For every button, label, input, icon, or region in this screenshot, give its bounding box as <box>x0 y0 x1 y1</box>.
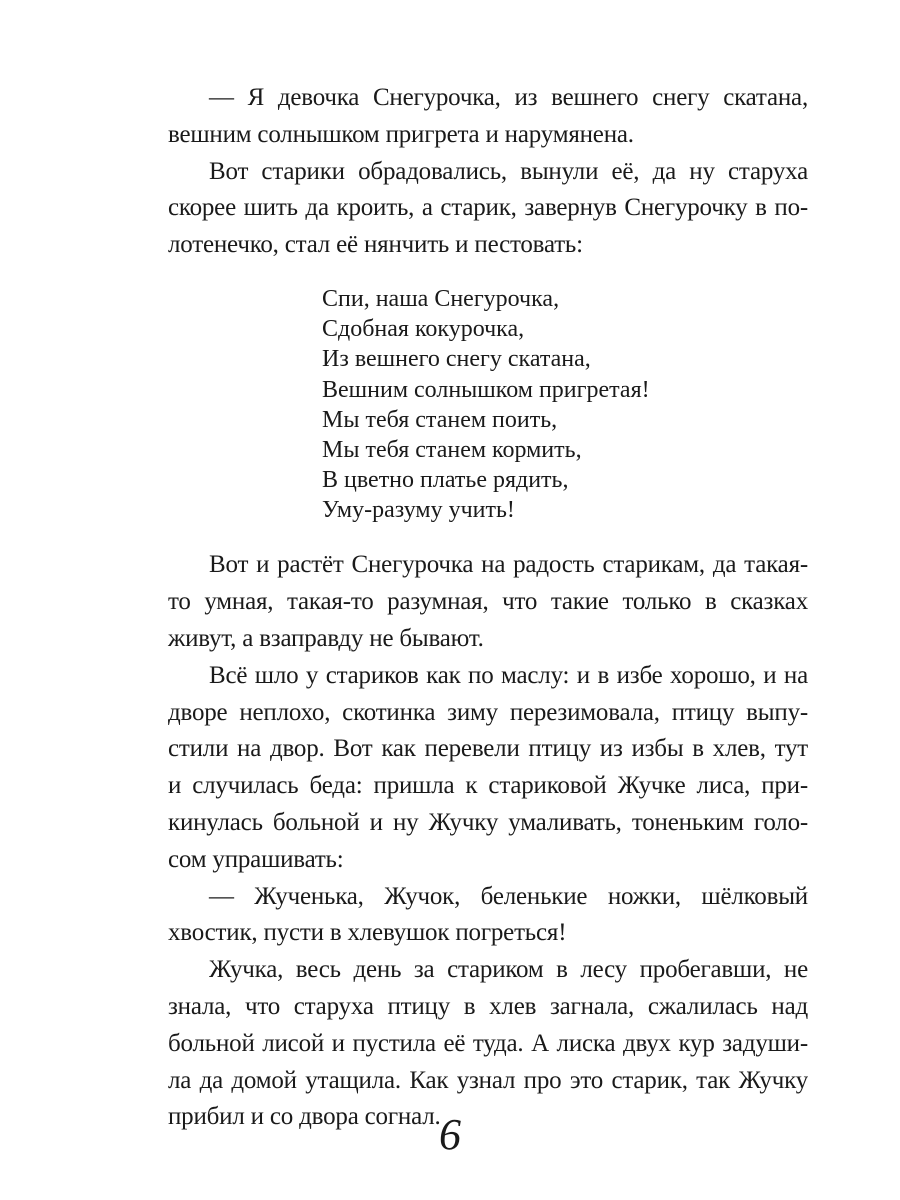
text-line: прибил и со двора согнал. <box>168 1103 441 1131</box>
poem-line: Мы тебя станем поить, <box>322 406 558 433</box>
text-line: и случилась беда: пришла к стариковой Жучке лиса, при- <box>168 772 808 800</box>
text-line: — Жученька, Жучок, беленькие ножки, шёлковый <box>209 882 808 910</box>
text-line: то умная, такая-то разумная, что такие только в сказках <box>168 588 808 616</box>
text-line: ла да домой утащила. Как узнал про это старик, так Жучку <box>168 1066 808 1094</box>
text-line: сом упрашивать: <box>168 845 344 873</box>
paragraph <box>168 154 808 264</box>
text-line: дворе неплохо, скотинка зиму перезимовала, птицу выпу- <box>168 698 808 726</box>
paragraph <box>168 952 808 1136</box>
paragraph <box>168 658 808 879</box>
poem-line: Сдобная кокурочка, <box>322 316 525 343</box>
poem-line: Вешним солнышком пригретая! <box>322 376 650 403</box>
poem-line: Уму-разуму учить! <box>322 497 515 524</box>
paragraph <box>168 879 808 953</box>
text-line: Вот старики обрадовались, вынули её, да ну старуха <box>209 157 808 185</box>
poem-block <box>168 284 808 526</box>
poem-line: Из вешнего снегу скатана, <box>322 346 591 373</box>
page-body <box>168 80 808 1136</box>
text-line: знала, что старуха птицу в хлев загнала, сжалилась над <box>168 993 808 1021</box>
text-line: Вот и растёт Снегурочка на радость старикам, да такая- <box>209 551 808 579</box>
paragraph <box>168 80 808 154</box>
text-line: кинулась больной и ну Жучку умаливать, тоненьким голо- <box>168 809 808 837</box>
paragraph <box>168 547 808 657</box>
page-number: 6 <box>439 1110 461 1159</box>
poem-line: В цветно платье рядить, <box>322 467 569 494</box>
poem-line: Спи, наша Снегурочка, <box>322 285 560 312</box>
text-line: вешним солнышком пригрета и нарумянена. <box>168 120 634 148</box>
text-line: скорее шить да кроить, а старик, завернув Снегурочку в по- <box>168 194 808 222</box>
text-line: хвостик, пусти в хлевушок погреться! <box>168 919 567 947</box>
text-line: Всё шло у стариков как по маслу: и в избе хорошо, и на <box>209 661 808 689</box>
text-line: лотенечко, стал её нянчить и пестовать: <box>168 231 583 259</box>
text-line: стили на двор. Вот как перевели птицу из избы в хлев, тут <box>168 735 808 763</box>
text-line: — Я девочка Снегурочка, из вешнего снегу скатана, <box>209 84 808 111</box>
text-line: Жучка, весь день за стариком в лесу пробегавши, не <box>209 956 808 984</box>
text-line: больной лисой и пустила её туда. А лиска двух кур задуши- <box>168 1029 808 1057</box>
text-line: живут, а взаправду не бывают. <box>168 625 484 653</box>
poem-line: Мы тебя станем кормить, <box>322 436 582 463</box>
